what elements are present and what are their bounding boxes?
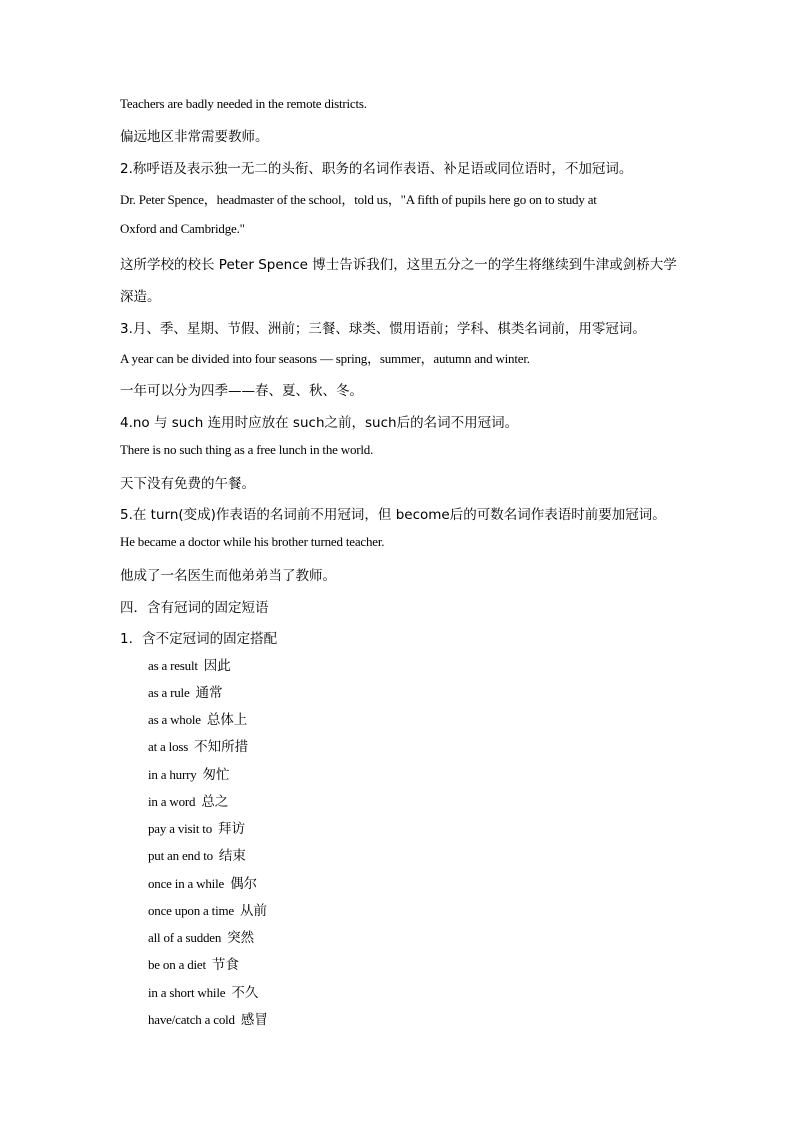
phrase-zh: 拜访 [218, 821, 245, 837]
phrase-item [148, 844, 246, 864]
phrase-item [148, 981, 258, 1001]
phrase-zh: 结束 [218, 848, 246, 864]
phrase-en: once in a while [148, 876, 225, 891]
phrase-en: all of a sudden [148, 930, 222, 945]
rule-heading: 3.月、季、星期、节假、洲前；三餐、球类、惯用语前；学科、棋类名词前，用零冠词。 [120, 321, 646, 337]
phrase-item [148, 763, 230, 783]
phrase-en: be on a diet [148, 957, 206, 972]
phrase-zh: 感冒 [240, 1012, 268, 1028]
phrase-en: have/catch a cold [148, 1012, 235, 1027]
phrase-zh: 偶尔 [230, 876, 258, 892]
rule-heading: 5.在 turn(变成)作表语的名词前不用冠词，但 become后的可数名词作表语时前要加冠词。 [120, 507, 666, 523]
phrase-en: in a hurry [148, 767, 197, 782]
phrase-en: in a word [148, 794, 196, 809]
rule-heading: 2.称呼语及表示独一无二的头衔、职务的名词作表语、补足语或同位语时，不加冠词。 [120, 161, 633, 177]
phrase-item [148, 708, 247, 728]
example-sentence-en: Teachers are badly needed in the remote districts. [120, 96, 367, 111]
phrase-zh: 节食 [211, 957, 239, 973]
example-translation-zh: 深造。 [120, 289, 161, 305]
phrase-zh: 总之 [201, 794, 229, 810]
example-translation-zh: 一年可以分为四季——春、夏、秋、冬。 [120, 383, 363, 399]
example-sentence-en: Dr. Peter Spence，headmaster of the school，told us，"A fifth of pupils here go on to study at [120, 192, 597, 207]
example-sentence-en: A year can be divided into four seasons — spring，summer，autumn and winter. [120, 351, 530, 366]
phrase-zh: 不久 [231, 985, 259, 1001]
phrase-item [148, 953, 239, 973]
phrase-item [148, 817, 245, 837]
phrase-item [148, 926, 254, 946]
example-translation-zh: 天下没有免费的午餐。 [120, 476, 255, 492]
phrase-item [148, 681, 223, 701]
phrase-en: put an end to [148, 848, 213, 863]
example-translation-zh: 偏远地区非常需要教师。 [120, 129, 269, 145]
phrase-zh: 从前 [239, 903, 267, 919]
phrase-en: once upon a time [148, 903, 234, 918]
phrase-zh: 突然 [227, 930, 255, 946]
phrase-zh: 因此 [203, 658, 231, 674]
section-heading: 四．含有冠词的固定短语 [120, 600, 269, 616]
example-translation-zh: 他成了一名医生而他弟弟当了教师。 [120, 568, 336, 584]
example-sentence-en: There is no such thing as a free lunch in the world. [120, 442, 374, 457]
rule-heading: 4.no 与 such 连用时应放在 such之前，such后的名词不用冠词。 [120, 415, 519, 431]
phrase-item [148, 899, 267, 919]
subsection-heading: 1．含不定冠词的固定搭配 [120, 631, 278, 647]
phrase-en: as a whole [148, 712, 201, 727]
phrase-zh: 匆忙 [202, 767, 230, 783]
phrase-en: in a short while [148, 985, 226, 1000]
phrase-item [148, 1008, 268, 1028]
example-sentence-en: Oxford and Cambridge." [120, 221, 245, 236]
phrase-zh: 总体上 [206, 712, 248, 728]
phrase-item [148, 735, 248, 755]
phrase-zh: 不知所措 [194, 739, 249, 755]
example-translation-zh: 这所学校的校长 Peter Spence 博士告诉我们，这里五分之一的学生将继续到牛津或剑桥大学 [120, 257, 677, 273]
phrase-en: as a result [148, 658, 198, 673]
phrase-item [148, 654, 231, 674]
phrase-en: at a loss [148, 739, 189, 754]
phrase-en: as a rule [148, 685, 190, 700]
phrase-zh: 通常 [195, 685, 223, 701]
phrase-item [148, 790, 228, 810]
example-sentence-en: He became a doctor while his brother turned teacher. [120, 534, 385, 549]
phrase-item [148, 872, 257, 892]
phrase-en: pay a visit to [148, 821, 212, 836]
